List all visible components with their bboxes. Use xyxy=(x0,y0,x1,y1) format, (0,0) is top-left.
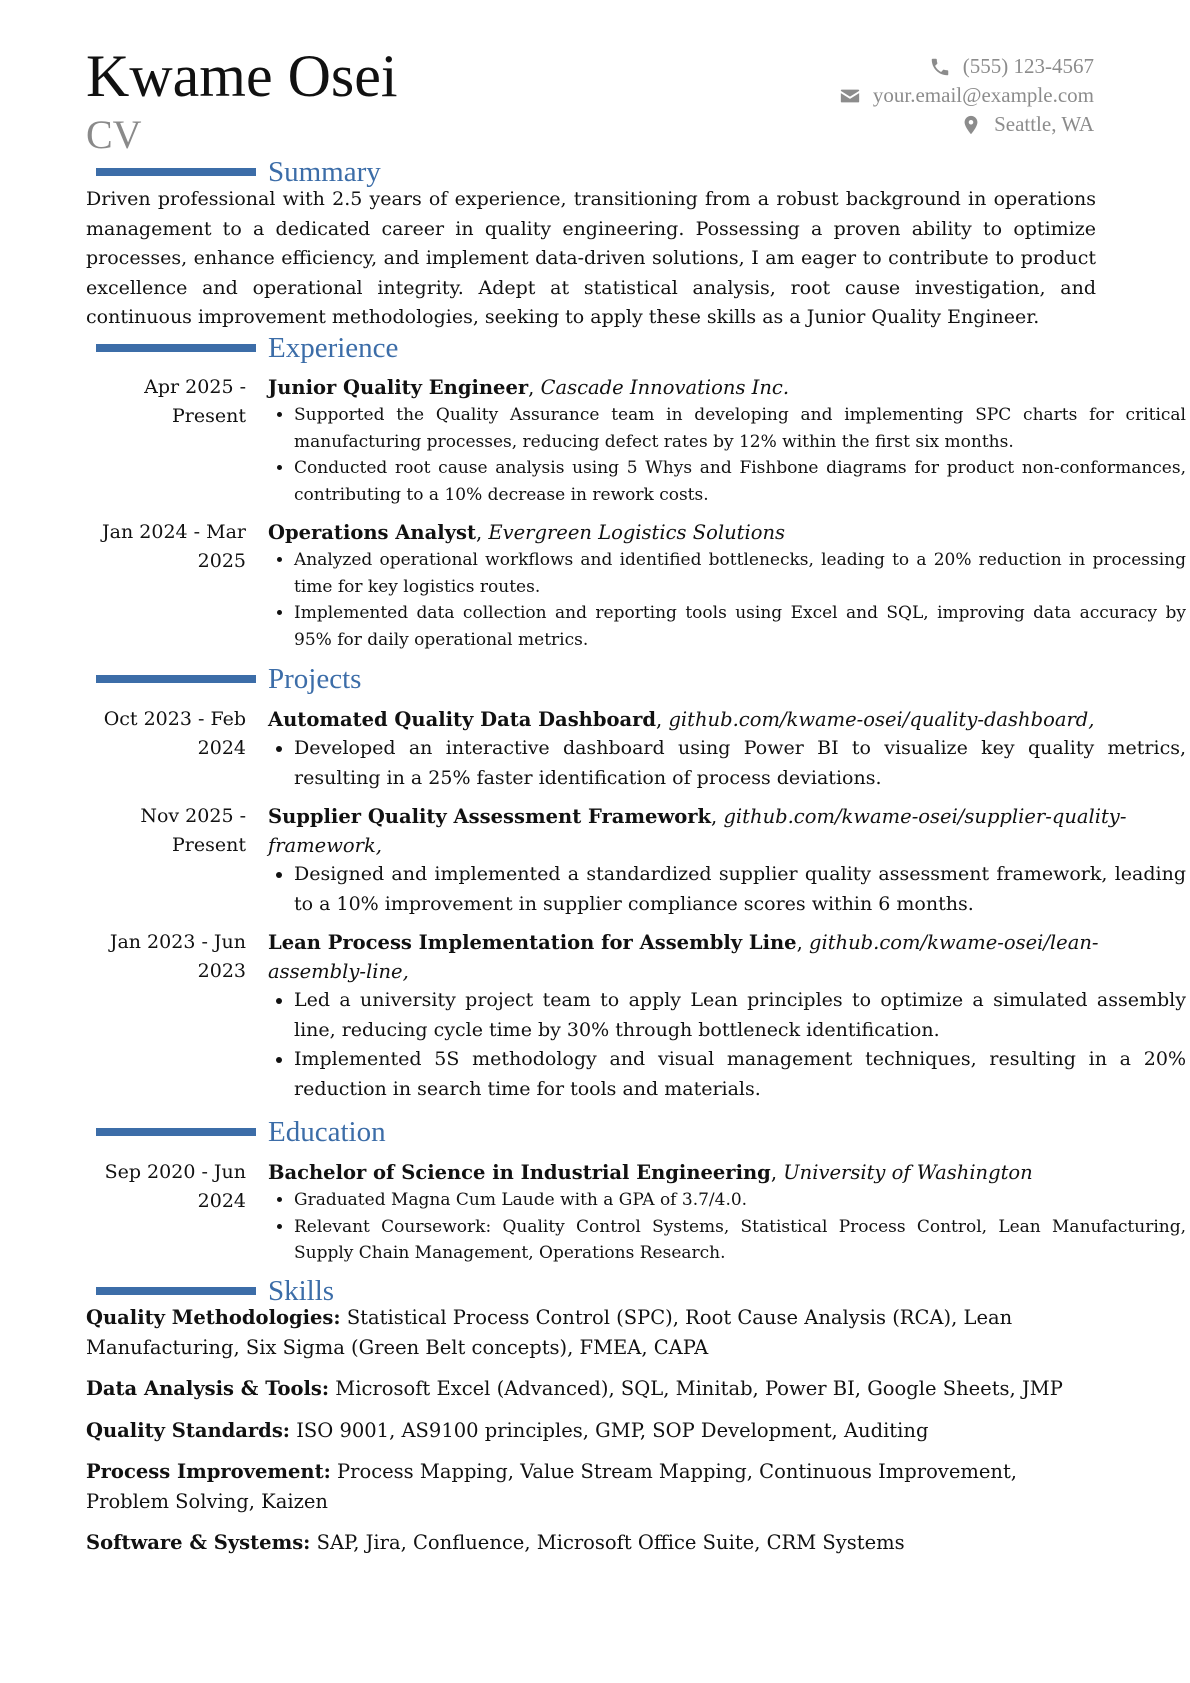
skill-label: Quality Methodologies: xyxy=(86,1306,341,1329)
list-item: • Analyzed operational workflows and identified bottlenecks, leading to a 20% reduction in processing time for key logistics routes. xyxy=(294,547,1186,600)
skill-value: Process Mapping, Value Stream Mapping, Continuous Improvement, Problem Solving, Kaizen xyxy=(86,1460,1017,1513)
date-end: Present xyxy=(172,834,246,856)
job-title: Operations Analyst xyxy=(268,521,476,544)
section-title: Education xyxy=(268,1116,386,1148)
phone-text: (555) 123-4567 xyxy=(962,54,1094,78)
project-link[interactable]: github.com/kwame-osei/lean-assembly-line, xyxy=(268,931,1099,983)
envelope-icon xyxy=(839,85,861,107)
company-name: Cascade Innovations Inc. xyxy=(540,376,790,399)
list-item: • Graduated Magna Cum Laude with a GPA of 3.7/4.0. xyxy=(294,1187,1186,1214)
entry-date xyxy=(86,802,246,860)
skill-value: Microsoft Excel (Advanced), SQL, Minitab, Power BI, Google Sheets, JMP xyxy=(335,1377,1063,1400)
date-start: Oct 2023 - Feb xyxy=(103,708,246,730)
candidate-name: Kwame Osei xyxy=(86,43,398,109)
date-end: 2023 xyxy=(197,960,246,982)
list-item: • Implemented 5S methodology and visual management techniques, resulting in a 20% reduction in search time for tools and materials. xyxy=(294,1045,1186,1104)
skill-row xyxy=(86,1374,1101,1404)
contact-location xyxy=(694,110,1094,139)
skill-row xyxy=(86,1457,1101,1516)
summary-text: Driven professional with 2.5 years of experience, transitioning from a robust background in operations management to a dedicated career in quality engineering. Possessing a proven ability to optimize processes, enhance efficiency, and implement data-driven solutions, I am eager to contribute to product excellence and operational integrity. Adept at statistical analysis, root cause investigation, and continuous improvement methodologies, seeking to apply these skills as a Junior Quality Engineer. xyxy=(86,188,1096,328)
skill-label: Data Analysis & Tools: xyxy=(86,1377,330,1400)
entry-bullets xyxy=(268,860,1186,919)
skill-value: ISO 9001, AS9100 principles, GMP, SOP Development, Auditing xyxy=(296,1418,929,1442)
skills-list xyxy=(86,1303,1101,1570)
entry-body xyxy=(268,1158,1186,1267)
skill-row xyxy=(86,1416,1101,1446)
entry-heading: Junior Quality Engineer, Cascade Innovations Inc. xyxy=(268,376,790,399)
entry-date xyxy=(86,705,246,763)
entry-body xyxy=(268,928,1186,1104)
date-start: Jan 2023 - Jun xyxy=(109,931,246,953)
entry-heading: Bachelor of Science in Industrial Engineering, University of Washington xyxy=(268,1161,1033,1184)
skill-label: Software & Systems: xyxy=(86,1531,311,1554)
entry-bullets xyxy=(268,734,1186,793)
entry-body xyxy=(268,373,1186,508)
entry-body xyxy=(268,518,1186,653)
project-name: Supplier Quality Assessment Framework xyxy=(268,805,712,828)
entry-body xyxy=(268,705,1186,793)
date-start: Apr 2025 - xyxy=(144,376,246,398)
entry-date xyxy=(86,1158,246,1216)
location-text: Seattle, WA xyxy=(994,112,1094,136)
date-end: 2025 xyxy=(197,550,246,572)
section-title: Summary xyxy=(268,156,381,188)
section-education-heading xyxy=(96,1115,386,1149)
date-end: 2024 xyxy=(197,737,246,759)
section-experience-heading xyxy=(96,331,398,365)
entry-heading: Operations Analyst, Evergreen Logistics Solutions xyxy=(268,521,786,544)
date-start: Nov 2025 - xyxy=(140,805,246,827)
list-item: • Led a university project team to apply Lean principles to optimize a simulated assembly line, reducing cycle time by 30% through bottleneck identification. xyxy=(294,986,1186,1045)
project-name: Lean Process Implementation for Assembly Line xyxy=(268,931,797,954)
date-end: 2024 xyxy=(197,1190,246,1212)
entry-date xyxy=(86,373,246,431)
job-title: Junior Quality Engineer xyxy=(268,376,529,399)
skill-row xyxy=(86,1303,1101,1362)
entry-heading: Automated Quality Data Dashboard, github.com/kwame-osei/quality-dashboard, xyxy=(268,708,1095,731)
list-item: • Designed and implemented a standardized supplier quality assessment framework, leading to a 10% improvement in supplier compliance scores within 6 months. xyxy=(294,860,1186,919)
school-name: University of Washington xyxy=(783,1161,1033,1184)
section-title: Skills xyxy=(268,1275,335,1307)
entry-date xyxy=(86,928,246,986)
entry-bullets xyxy=(268,986,1186,1104)
email-text: your.email@example.com xyxy=(872,83,1094,107)
section-accent-bar xyxy=(96,344,256,352)
list-item: • Developed an interactive dashboard using Power BI to visualize key quality metrics, resulting in a 25% faster identification of process deviations. xyxy=(294,734,1186,793)
section-projects-heading xyxy=(96,662,361,696)
list-item: • Conducted root cause analysis using 5 Whys and Fishbone diagrams for product non-conformances, contributing to a 10% decrease in rework costs. xyxy=(294,455,1186,508)
section-accent-bar xyxy=(96,1128,256,1136)
entry-bullets xyxy=(268,547,1186,653)
section-title: Experience xyxy=(268,332,399,364)
entry-body xyxy=(268,802,1186,919)
document-type: CV xyxy=(86,112,142,157)
entry-date xyxy=(86,518,246,576)
company-name: Evergreen Logistics Solutions xyxy=(488,521,786,544)
section-accent-bar xyxy=(96,1287,256,1295)
section-accent-bar xyxy=(96,168,256,176)
project-link[interactable]: github.com/kwame-osei/quality-dashboard, xyxy=(668,708,1095,731)
entry-heading: Supplier Quality Assessment Framework, github.com/kwame-osei/supplier-quality-framework, xyxy=(268,805,1127,857)
section-summary-heading xyxy=(96,155,381,189)
contact-email xyxy=(694,81,1094,110)
date-end: Present xyxy=(172,405,246,427)
list-item: • Relevant Coursework: Quality Control Systems, Statistical Process Control, Lean Manufacturing, Supply Chain Management, Operations Research. xyxy=(294,1214,1186,1267)
project-name: Automated Quality Data Dashboard xyxy=(268,708,657,731)
map-pin-icon xyxy=(960,114,982,136)
degree-name: Bachelor of Science in Industrial Engineering xyxy=(268,1161,771,1184)
section-title: Projects xyxy=(268,663,362,695)
project-link[interactable]: github.com/kwame-osei/supplier-quality-framework, xyxy=(268,805,1127,857)
contact-phone xyxy=(694,52,1094,81)
contact-block xyxy=(694,52,1094,139)
entry-bullets xyxy=(268,1187,1186,1267)
section-accent-bar xyxy=(96,675,256,683)
entry-heading: Lean Process Implementation for Assembly Line, github.com/kwame-osei/lean-assembly-line, xyxy=(268,931,1099,983)
entry-bullets xyxy=(268,402,1186,508)
skill-row xyxy=(86,1528,1101,1558)
list-item: • Implemented data collection and reporting tools using Excel and SQL, improving data accuracy by 95% for daily operational metrics. xyxy=(294,600,1186,653)
skill-value: SAP, Jira, Confluence, Microsoft Office Suite, CRM Systems xyxy=(316,1531,905,1554)
skill-value: Statistical Process Control (SPC), Root Cause Analysis (RCA), Lean Manufacturing, Six Sigma (Green Belt concepts), FMEA, CAPA xyxy=(86,1306,1013,1359)
skill-label: Process Improvement: xyxy=(86,1460,331,1483)
phone-icon xyxy=(929,56,951,78)
date-start: Jan 2024 - Mar xyxy=(102,521,246,543)
skill-label: Quality Standards: xyxy=(86,1418,290,1442)
date-start: Sep 2020 - Jun xyxy=(104,1161,246,1183)
list-item: • Supported the Quality Assurance team in developing and implementing SPC charts for critical manufacturing processes, reducing defect rates by 12% within the first six months. xyxy=(294,402,1186,455)
